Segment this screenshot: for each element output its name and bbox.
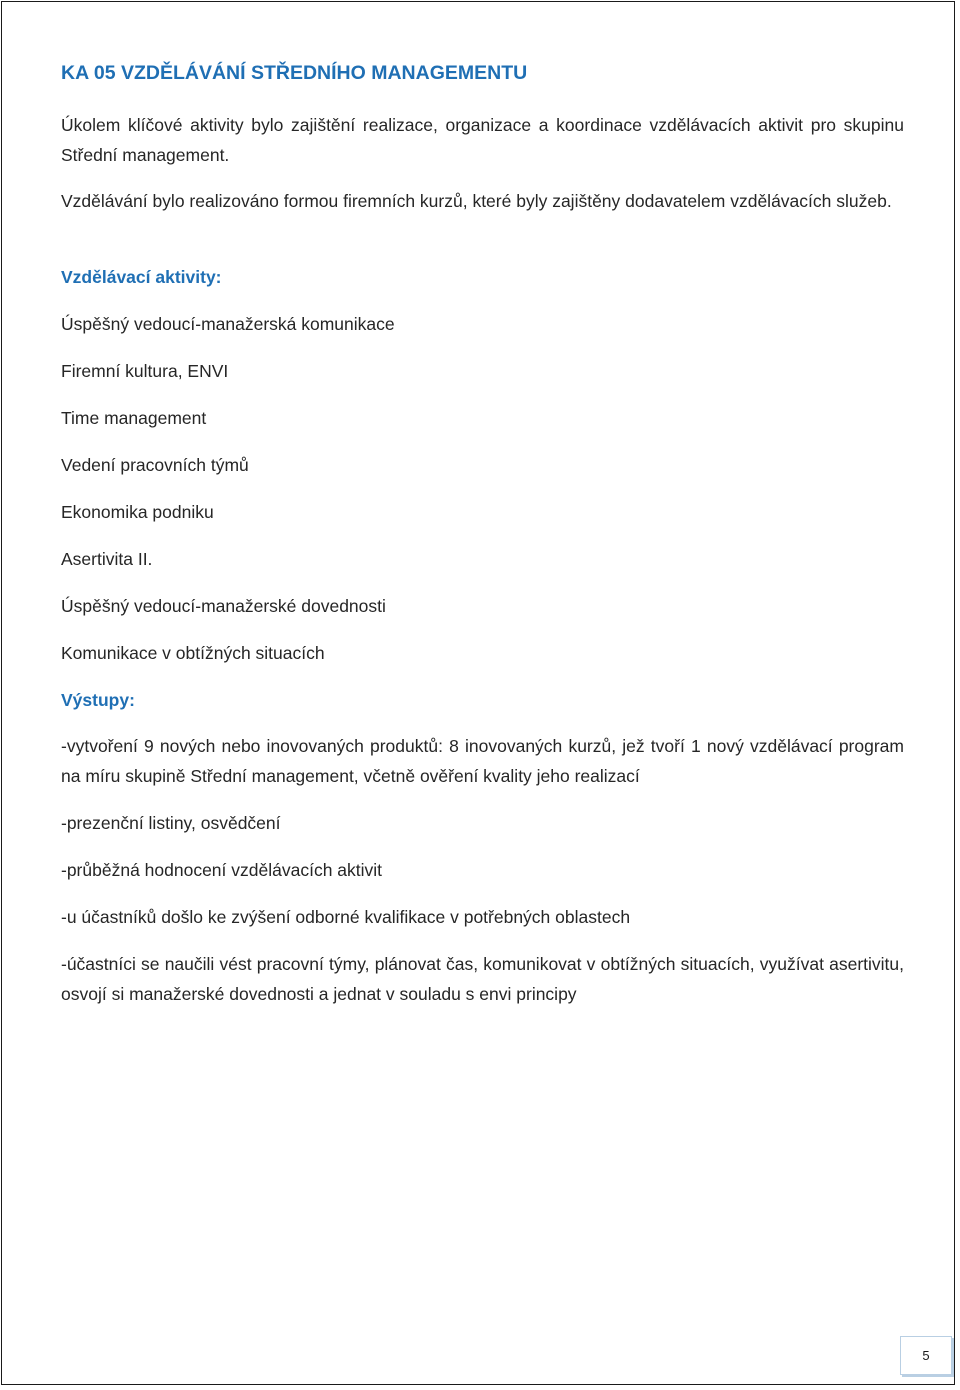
output-item: -prezenční listiny, osvědčení <box>61 813 281 833</box>
output-item: -vytvoření 9 nových nebo inovovaných produktů: 8 inovovaných kurzů, jež tvoří 1 nový vzdělávací program na míru skupině Střední management, včetně ověření kvality jeho realizací <box>61 736 904 786</box>
page-title: KA 05 VZDĚLÁVÁNÍ STŘEDNÍHO MANAGEMENTU <box>61 62 528 84</box>
output-item: -průběžná hodnocení vzdělávacích aktivit <box>61 860 383 880</box>
activity-item: Asertivita II. <box>61 549 153 569</box>
activity-item: Time management <box>61 408 207 428</box>
activity-item: Vedení pracovních týmů <box>61 455 249 475</box>
activity-item: Úspěšný vedoucí-manažerská komunikace <box>61 314 395 334</box>
output-item: -účastníci se naučili vést pracovní týmy, plánovat čas, komunikovat v obtížných situacích, využívat asertivitu, osvojí si manažerské dovednosti a jednat v souladu s envi principy <box>61 954 904 1004</box>
activity-item: Úspěšný vedoucí-manažerské dovednosti <box>61 596 386 616</box>
activities-heading: Vzdělávací aktivity: <box>61 267 222 287</box>
intro-paragraph-1: Úkolem klíčové aktivity bylo zajištění realizace, organizace a koordinace vzdělávacích aktivit pro skupinu Střední management. <box>61 115 904 165</box>
intro-paragraph-2: Vzdělávání bylo realizováno formou firemních kurzů, které byly zajištěny dodavatelem vzdělávacích služeb. <box>61 191 892 211</box>
activity-item: Ekonomika podniku <box>61 502 214 522</box>
outputs-heading: Výstupy: <box>61 690 135 710</box>
document-page <box>1 1 955 1385</box>
output-item: -u účastníků došlo ke zvýšení odborné kvalifikace v potřebných oblastech <box>61 907 631 927</box>
activity-item: Komunikace v obtížných situacích <box>61 643 325 663</box>
page-number: 5 <box>900 1336 952 1375</box>
activity-item: Firemní kultura, ENVI <box>61 361 229 381</box>
